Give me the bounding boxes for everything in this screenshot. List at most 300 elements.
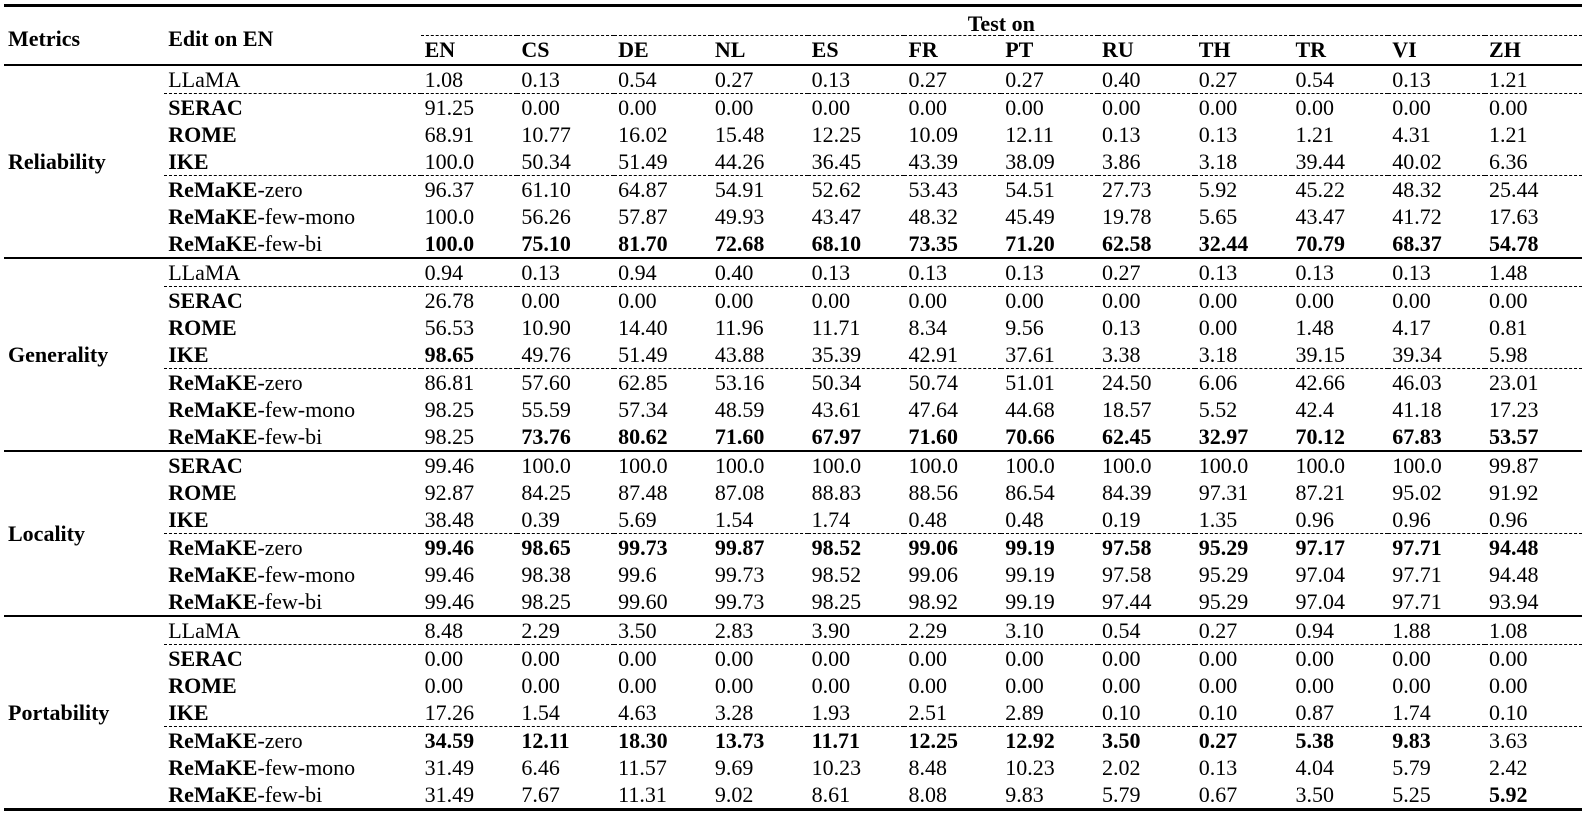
value-cell-cs: 7.67: [517, 781, 614, 810]
value-cell-en: 26.78: [421, 287, 518, 315]
method-suffix: -few-mono: [257, 561, 356, 587]
method-cell: [164, 727, 420, 755]
value-cell-en: 98.25: [424, 396, 475, 422]
value-cell-fr: 8.48: [908, 754, 947, 780]
method-cell: [164, 314, 420, 341]
value-cell-tr: 43.47: [1295, 203, 1345, 229]
value-cell-vi: 41.18: [1392, 396, 1442, 422]
value-cell-nl: 0.00: [711, 645, 808, 673]
value-cell-th: 3.18: [1198, 148, 1238, 174]
value-cell-nl: 99.73: [714, 561, 765, 587]
table-row: [4, 727, 1582, 755]
table-row: [4, 754, 1582, 781]
value-cell-tr: 97.17: [1292, 534, 1389, 562]
value-cell-fr: 88.56: [908, 479, 958, 505]
table-body: [4, 65, 1582, 810]
value-cell-fr: 48.32: [908, 203, 958, 229]
method-cell: [164, 287, 420, 315]
value-cell-de: 0.54: [618, 66, 657, 92]
metric-label-locality: Locality: [4, 451, 164, 616]
value-cell-de: 11.31: [614, 781, 711, 810]
value-cell-nl: 11.96: [714, 314, 764, 340]
value-cell-th: 0.10: [1198, 699, 1238, 725]
value-cell-pt: 10.23: [1005, 754, 1055, 780]
method-cell: [164, 121, 420, 148]
value-cell-es: 52.62: [808, 176, 905, 204]
value-cell-cs: 57.60: [517, 369, 614, 397]
value-cell-vi: 0.00: [1392, 672, 1431, 698]
table-row: [4, 287, 1582, 315]
value-cell-fr: 8.08: [904, 781, 1001, 810]
value-cell-nl: 0.27: [714, 66, 754, 92]
value-cell-nl: 49.93: [714, 203, 765, 229]
value-cell-fr: 99.06: [904, 534, 1001, 562]
method-cell: [164, 176, 420, 204]
value-cell-th: 6.06: [1195, 369, 1292, 397]
value-cell-ru: 0.13: [1101, 121, 1141, 147]
value-cell-fr: 42.91: [908, 341, 958, 367]
method-cell: [164, 588, 420, 616]
value-cell-es: 8.61: [808, 781, 905, 810]
value-cell-cs: 75.10: [521, 230, 571, 256]
value-cell-fr: 98.92: [908, 588, 958, 614]
value-cell-ru: 0.00: [1098, 287, 1195, 315]
method-suffix: -zero: [257, 176, 303, 202]
value-cell-es: 35.39: [811, 341, 862, 367]
table-row: [4, 479, 1582, 506]
language-header-en: EN: [421, 36, 518, 66]
value-cell-nl: 3.28: [714, 699, 754, 725]
value-cell-es: 98.52: [811, 561, 862, 587]
method-name: IKE: [168, 699, 209, 725]
value-cell-ru: 62.58: [1101, 230, 1152, 256]
value-cell-pt: 0.00: [1001, 94, 1098, 122]
value-cell-tr: 1.21: [1295, 121, 1334, 147]
value-cell-zh: 91.92: [1489, 479, 1539, 505]
value-cell-fr: 73.35: [908, 230, 958, 256]
value-cell-cs: 0.00: [517, 287, 614, 315]
value-cell-en: 98.65: [424, 341, 475, 367]
value-cell-zh: 0.00: [1489, 672, 1528, 698]
method-suffix: -few-bi: [257, 423, 323, 449]
value-cell-ru: 0.40: [1101, 66, 1141, 92]
value-cell-de: 99.73: [614, 534, 711, 562]
value-cell-tr: 0.87: [1295, 699, 1334, 725]
table-row: [4, 176, 1582, 204]
value-cell-de: 99.6: [618, 561, 657, 587]
value-cell-ru: 0.00: [1101, 672, 1141, 698]
value-cell-en: 86.81: [421, 369, 518, 397]
value-cell-nl: 0.40: [711, 258, 808, 287]
value-cell-en: 0.00: [424, 672, 464, 698]
value-cell-fr: 12.25: [904, 727, 1001, 755]
value-cell-vi: 9.83: [1388, 727, 1485, 755]
metric-label-generality: Generality: [4, 258, 164, 451]
value-cell-zh: 25.44: [1485, 176, 1582, 204]
table-row: [4, 203, 1582, 230]
value-cell-tr: 3.50: [1292, 781, 1389, 810]
method-suffix: -few-bi: [257, 230, 323, 256]
value-cell-de: 51.49: [618, 148, 668, 174]
method-name: ROME: [168, 672, 237, 698]
method-name: ReMaKE: [168, 534, 258, 560]
value-cell-de: 3.50: [614, 616, 711, 645]
value-cell-zh: 94.48: [1485, 534, 1582, 562]
value-cell-th: 0.13: [1198, 754, 1238, 780]
value-cell-pt: 37.61: [1005, 341, 1055, 367]
value-cell-tr: 1.48: [1295, 314, 1334, 340]
method-cell: [164, 672, 420, 699]
value-cell-th: 0.00: [1198, 672, 1238, 698]
value-cell-nl: 9.02: [711, 781, 808, 810]
method-suffix: -zero: [257, 727, 303, 753]
method-name: ReMaKE: [168, 588, 258, 614]
value-cell-pt: 70.66: [1005, 423, 1055, 449]
value-cell-de: 11.57: [618, 754, 667, 780]
value-cell-fr: 47.64: [908, 396, 958, 422]
value-cell-zh: 0.10: [1489, 699, 1528, 725]
value-cell-pt: 0.00: [1001, 287, 1098, 315]
value-cell-vi: 0.00: [1388, 645, 1485, 673]
value-cell-ru: 19.78: [1101, 203, 1152, 229]
value-cell-es: 3.90: [808, 616, 905, 645]
value-cell-zh: 99.87: [1485, 451, 1582, 479]
value-cell-vi: 97.71: [1388, 534, 1485, 562]
value-cell-cs: 98.65: [517, 534, 614, 562]
value-cell-cs: 55.59: [521, 396, 571, 422]
value-cell-th: 0.27: [1195, 616, 1292, 645]
value-cell-es: 11.71: [811, 314, 861, 340]
value-cell-zh: 93.94: [1489, 588, 1539, 614]
value-cell-de: 4.63: [618, 699, 657, 725]
value-cell-cs: 49.76: [521, 341, 571, 367]
value-cell-de: 57.87: [618, 203, 668, 229]
value-cell-pt: 9.56: [1005, 314, 1044, 340]
value-cell-nl: 2.83: [711, 616, 808, 645]
method-name: ROME: [168, 479, 237, 505]
value-cell-en: 0.00: [421, 645, 518, 673]
language-header-fr: FR: [904, 36, 1001, 66]
value-cell-pt: 0.13: [1001, 258, 1098, 287]
value-cell-vi: 68.37: [1392, 230, 1442, 256]
language-header-de: DE: [614, 36, 711, 66]
value-cell-ru: 2.02: [1101, 754, 1141, 780]
value-cell-es: 43.61: [811, 396, 862, 422]
value-cell-ru: 3.38: [1101, 341, 1141, 367]
value-cell-zh: 1.08: [1485, 616, 1582, 645]
table-row: [4, 423, 1582, 451]
value-cell-tr: 97.04: [1295, 588, 1345, 614]
value-cell-en: 99.46: [421, 451, 518, 479]
method-name: ReMaKE: [168, 203, 258, 229]
value-cell-zh: 2.42: [1489, 754, 1528, 780]
value-cell-th: 1.35: [1198, 506, 1238, 532]
value-cell-nl: 43.88: [714, 341, 765, 367]
value-cell-tr: 39.44: [1295, 148, 1345, 174]
value-cell-nl: 99.87: [711, 534, 808, 562]
value-cell-de: 64.87: [614, 176, 711, 204]
method-suffix: -zero: [257, 534, 303, 560]
value-cell-vi: 95.02: [1392, 479, 1442, 505]
value-cell-tr: 70.12: [1295, 423, 1345, 449]
value-cell-cs: 98.38: [521, 561, 571, 587]
value-cell-cs: 100.0: [517, 451, 614, 479]
table-row: [4, 588, 1582, 616]
value-cell-vi: 67.83: [1392, 423, 1442, 449]
value-cell-zh: 1.48: [1485, 258, 1582, 287]
value-cell-cs: 56.26: [521, 203, 571, 229]
value-cell-tr: 0.13: [1292, 258, 1389, 287]
value-cell-th: 32.97: [1198, 423, 1249, 449]
value-cell-en: 100.0: [424, 230, 475, 256]
table-row: [4, 230, 1582, 258]
value-cell-tr: 5.38: [1292, 727, 1389, 755]
value-cell-es: 0.00: [808, 94, 905, 122]
value-cell-de: 0.00: [614, 94, 711, 122]
value-cell-pt: 2.89: [1005, 699, 1044, 725]
value-cell-es: 88.83: [811, 479, 862, 505]
value-cell-vi: 0.13: [1392, 66, 1431, 92]
value-cell-fr: 43.39: [908, 148, 958, 174]
value-cell-zh: 6.36: [1489, 148, 1528, 174]
value-cell-de: 62.85: [614, 369, 711, 397]
method-name: ReMaKE: [168, 176, 258, 202]
value-cell-th: 97.31: [1198, 479, 1249, 505]
method-cell: [164, 781, 420, 810]
table-row: [4, 65, 1582, 94]
value-cell-th: 95.29: [1198, 561, 1249, 587]
value-cell-en: 8.48: [421, 616, 518, 645]
value-cell-en: 91.25: [421, 94, 518, 122]
value-cell-es: 36.45: [811, 148, 862, 174]
value-cell-tr: 0.00: [1292, 645, 1389, 673]
value-cell-tr: 87.21: [1295, 479, 1345, 505]
value-cell-pt: 99.19: [1005, 561, 1055, 587]
value-cell-zh: 94.48: [1489, 561, 1539, 587]
value-cell-es: 0.13: [808, 258, 905, 287]
method-name: ReMaKE: [168, 781, 258, 807]
value-cell-es: 0.00: [808, 287, 905, 315]
value-cell-zh: 17.23: [1489, 396, 1539, 422]
value-cell-vi: 97.71: [1392, 588, 1442, 614]
value-cell-zh: 23.01: [1485, 369, 1582, 397]
value-cell-fr: 53.43: [904, 176, 1001, 204]
value-cell-en: 31.49: [424, 754, 475, 780]
value-cell-tr: 0.54: [1295, 66, 1334, 92]
value-cell-pt: 54.51: [1001, 176, 1098, 204]
value-cell-nl: 53.16: [711, 369, 808, 397]
value-cell-de: 99.60: [618, 588, 668, 614]
value-cell-zh: 0.00: [1485, 94, 1582, 122]
value-cell-fr: 10.09: [908, 121, 958, 147]
method-name: ROME: [168, 314, 237, 340]
table-row: [4, 561, 1582, 588]
table-row: [4, 781, 1582, 810]
language-header-ru: RU: [1098, 36, 1195, 66]
value-cell-fr: 2.29: [904, 616, 1001, 645]
value-cell-vi: 0.96: [1392, 506, 1431, 532]
value-cell-es: 10.23: [811, 754, 862, 780]
value-cell-ru: 5.79: [1098, 781, 1195, 810]
value-cell-pt: 51.01: [1001, 369, 1098, 397]
value-cell-ru: 0.00: [1098, 94, 1195, 122]
value-cell-pt: 99.19: [1005, 588, 1055, 614]
test-on-header: Test on: [421, 6, 1582, 36]
value-cell-pt: 12.92: [1001, 727, 1098, 755]
value-cell-en: 0.94: [421, 258, 518, 287]
value-cell-vi: 100.0: [1388, 451, 1485, 479]
value-cell-zh: 0.81: [1489, 314, 1528, 340]
value-cell-zh: 1.21: [1489, 121, 1528, 147]
value-cell-pt: 0.00: [1001, 645, 1098, 673]
value-cell-en: 68.91: [424, 121, 475, 147]
value-cell-ru: 24.50: [1098, 369, 1195, 397]
value-cell-vi: 48.32: [1388, 176, 1485, 204]
value-cell-es: 1.74: [811, 506, 851, 532]
method-cell: [164, 369, 420, 397]
table-row: [4, 616, 1582, 645]
method-cell: [164, 645, 420, 673]
table-row: [4, 672, 1582, 699]
value-cell-de: 87.48: [618, 479, 668, 505]
value-cell-fr: 71.60: [908, 423, 958, 449]
value-cell-nl: 100.0: [711, 451, 808, 479]
value-cell-pt: 0.00: [1005, 672, 1044, 698]
language-header-tr: TR: [1292, 36, 1389, 66]
value-cell-ru: 84.39: [1101, 479, 1152, 505]
language-header-zh: ZH: [1485, 36, 1582, 66]
value-cell-cs: 73.76: [521, 423, 571, 449]
value-cell-th: 0.27: [1195, 727, 1292, 755]
value-cell-nl: 54.91: [711, 176, 808, 204]
value-cell-tr: 42.4: [1295, 396, 1334, 422]
value-cell-vi: 97.71: [1392, 561, 1442, 587]
value-cell-vi: 4.17: [1392, 314, 1431, 340]
method-cell: [164, 396, 420, 423]
value-cell-zh: 54.78: [1489, 230, 1539, 256]
value-cell-cs: 0.00: [521, 672, 560, 698]
value-cell-tr: 0.96: [1295, 506, 1334, 532]
value-cell-th: 0.13: [1198, 121, 1238, 147]
table-row: [4, 396, 1582, 423]
metric-label-portability: Portability: [4, 616, 164, 810]
value-cell-ru: 0.00: [1098, 645, 1195, 673]
method-name: SERAC: [168, 452, 243, 478]
value-cell-tr: 0.00: [1295, 672, 1334, 698]
method-cell: [164, 203, 420, 230]
value-cell-en: 38.48: [424, 506, 475, 532]
method-cell: [164, 699, 420, 727]
value-cell-de: 16.02: [618, 121, 668, 147]
value-cell-en: 17.26: [424, 699, 475, 725]
value-cell-ru: 3.50: [1098, 727, 1195, 755]
value-cell-th: 3.18: [1198, 341, 1238, 367]
value-cell-nl: 71.60: [714, 423, 765, 449]
value-cell-nl: 0.00: [714, 672, 754, 698]
table-row: [4, 369, 1582, 397]
value-cell-th: 0.00: [1198, 314, 1238, 340]
table-row: [4, 148, 1582, 176]
method-name: IKE: [168, 148, 209, 174]
value-cell-fr: 2.51: [908, 699, 947, 725]
value-cell-th: 95.29: [1195, 534, 1292, 562]
method-name: SERAC: [168, 645, 243, 671]
value-cell-cs: 1.54: [521, 699, 560, 725]
method-name: SERAC: [168, 287, 243, 313]
value-cell-vi: 4.31: [1392, 121, 1431, 147]
value-cell-de: 0.94: [614, 258, 711, 287]
method-cell: [164, 341, 420, 369]
value-cell-pt: 0.48: [1005, 506, 1044, 532]
method-cell: [164, 534, 420, 562]
value-cell-es: 11.71: [808, 727, 905, 755]
value-cell-ru: 0.10: [1101, 699, 1141, 725]
value-cell-fr: 8.34: [908, 314, 947, 340]
value-cell-vi: 40.02: [1392, 148, 1442, 174]
value-cell-nl: 48.59: [714, 396, 765, 422]
value-cell-fr: 0.00: [904, 94, 1001, 122]
value-cell-en: 100.0: [424, 148, 475, 174]
table-row: [4, 94, 1582, 122]
value-cell-en: 99.46: [424, 588, 475, 614]
language-header-th: TH: [1195, 36, 1292, 66]
value-cell-ru: 0.27: [1098, 258, 1195, 287]
value-cell-es: 43.47: [811, 203, 862, 229]
value-cell-es: 0.00: [808, 645, 905, 673]
value-cell-tr: 39.15: [1295, 341, 1345, 367]
value-cell-ru: 27.73: [1098, 176, 1195, 204]
language-header-vi: VI: [1388, 36, 1485, 66]
value-cell-zh: 17.63: [1489, 203, 1539, 229]
value-cell-ru: 0.54: [1098, 616, 1195, 645]
value-cell-tr: 0.00: [1292, 287, 1389, 315]
value-cell-nl: 9.69: [714, 754, 754, 780]
table-row: [4, 699, 1582, 727]
value-cell-de: 0.00: [614, 287, 711, 315]
value-cell-pt: 71.20: [1005, 230, 1055, 256]
value-cell-ru: 97.58: [1098, 534, 1195, 562]
value-cell-ru: 100.0: [1098, 451, 1195, 479]
table-row: [4, 451, 1582, 479]
table-row: [4, 258, 1582, 287]
value-cell-vi: 1.74: [1392, 699, 1431, 725]
value-cell-cs: 0.13: [517, 258, 614, 287]
value-cell-tr: 45.22: [1292, 176, 1389, 204]
value-cell-nl: 13.73: [711, 727, 808, 755]
value-cell-zh: 5.98: [1489, 341, 1528, 367]
value-cell-pt: 0.27: [1005, 66, 1044, 92]
value-cell-fr: 0.27: [908, 66, 947, 92]
value-cell-en: 98.25: [424, 423, 475, 449]
value-cell-vi: 0.00: [1388, 94, 1485, 122]
value-cell-cs: 10.90: [521, 314, 571, 340]
value-cell-de: 0.00: [614, 645, 711, 673]
method-name: IKE: [168, 506, 209, 532]
value-cell-cs: 84.25: [521, 479, 571, 505]
value-cell-th: 5.52: [1198, 396, 1238, 422]
method-cell: [164, 148, 420, 176]
value-cell-vi: 1.88: [1388, 616, 1485, 645]
value-cell-de: 51.49: [618, 341, 668, 367]
table-row: [4, 341, 1582, 369]
value-cell-th: 0.00: [1195, 94, 1292, 122]
value-cell-zh: 53.57: [1489, 423, 1539, 449]
method-cell: [164, 423, 420, 451]
method-name: IKE: [168, 341, 209, 367]
method-name: ReMaKE: [168, 561, 258, 587]
value-cell-th: 32.44: [1198, 230, 1249, 256]
value-cell-th: 0.67: [1195, 781, 1292, 810]
